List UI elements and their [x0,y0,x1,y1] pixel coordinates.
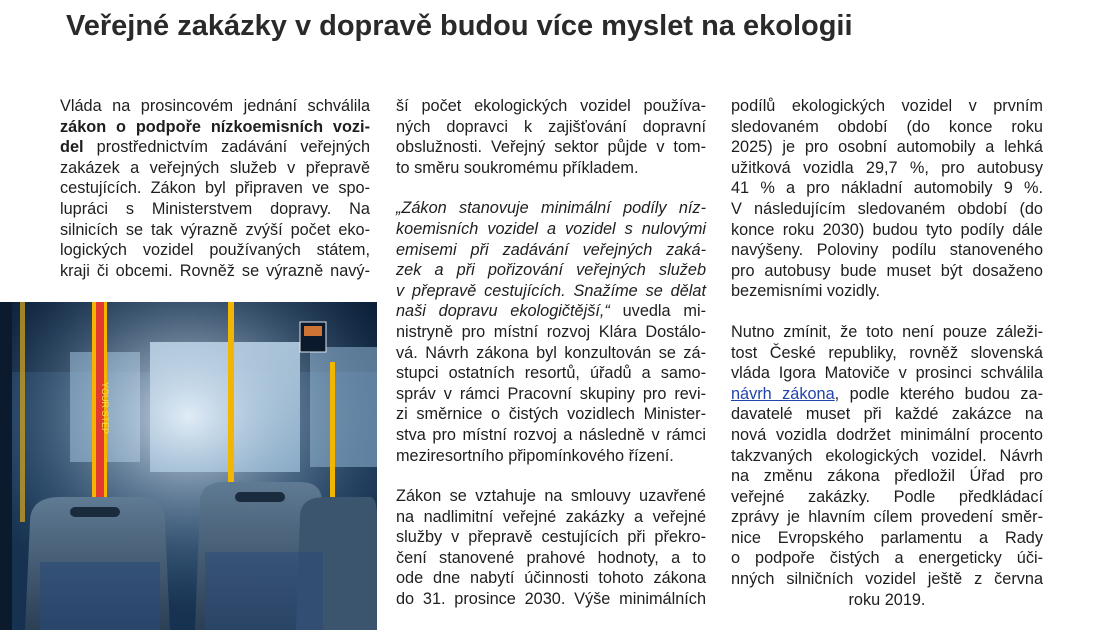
text-line [731,384,1043,405]
text-line: konce roku 2030) budou tyto podíly dále [731,220,1043,239]
text-line: správ v rámci Pracovní skupiny pro revi- [396,384,706,403]
text-line: logických vozidel používaných státem, [60,241,370,260]
text-line: Zákon se vztahuje na smlouvy uzavřené [396,487,706,506]
article-title: Veřejné zakázky v dopravě budou více myslet na ekologii [66,10,853,42]
article-column-1 [60,96,370,281]
text-line: ode dne nabytí účinnosti tohoto zákona [396,569,706,588]
paragraph [731,96,1043,302]
text-line: davatelé muset při každé zakázce na [731,405,1043,424]
text-line: roku 2019. [848,590,926,609]
quote-text: „Zákon stanovuje minimální podíly níz- [396,199,706,218]
text-line: vláda Igora Matoviče v prosinci schválila [731,364,1043,383]
pole-sign-text: YOUR STEP [100,382,110,435]
text-line: nných silničních vozidel ještě z června [731,570,1043,589]
article-column-2 [396,96,706,610]
law-proposal-link[interactable]: návrh zákona [731,384,835,403]
text-line: ší počet ekologických vozidel používa- [396,97,706,115]
text-line: tost České republiky, rovněž slovenská [731,343,1043,362]
text-line: takzvaných ekologických vozidel. Návrh [731,446,1043,465]
law-name-bold: del [60,138,84,157]
text-line [60,137,370,158]
text-line: veřejné zakázky. Podle předkládací [731,487,1043,506]
text-line [60,117,370,138]
article-column-3 [731,96,1043,610]
bus-interior-photo [0,302,377,630]
text-line: stupci ostatních resortů, úřadů a samo- [396,364,706,383]
text-line: užitková vozidla 29,7 %, pro autobusy [731,158,1043,177]
text-line: čení stanovené prahové hodnoty, a to [396,548,706,567]
text-line: Vláda na prosincovém jednání schválila [60,97,370,115]
law-name-bold: zákon o podpoře nízkoemisních vozi- [60,117,370,136]
text-line: zprávy je hlavním cílem provedení směr- [731,508,1043,527]
text-span: uvedla mi- [609,302,706,321]
text-line: meziresortního připomínkového řízení. [396,446,674,465]
text-line: o podpoře čistých a energeticky úči- [731,549,1043,568]
text-line [396,301,706,322]
quote-text: zek a při pořizování veřejných služeb [396,261,706,280]
text-line: zi směrnice o čistých vozidlech Minister- [396,405,706,424]
text-line [396,198,706,219]
quote-paragraph [396,198,706,466]
text-line: podílů ekologických vozidel v prvním [731,97,1043,115]
paragraph [731,322,1043,610]
text-line: bezemisními vozidly. [731,282,880,301]
text-line: na nadlimitní veřejné zakázky a veřejné [396,507,706,526]
text-line: do 31. prosince 2030. Výše minimálních [396,590,706,609]
text-line: na změnu zákona předložil Úřad pro [731,467,1043,486]
text-line: vá. Návrh zákona byl konzultován se zá- [396,343,706,362]
text-span: prostřednictvím zadávání veřejných [83,138,370,157]
paragraph [396,486,706,610]
text-line: nistryně pro místní rozvoj Klára Dostálo- [396,322,706,341]
text-line [396,260,706,281]
text-line: V následujícím sledovaném období (do [731,199,1043,218]
text-line [396,281,706,302]
text-line: 2025) je pro osobní automobily a lehká [731,138,1043,157]
text-line: stva pro místní rozvoj a následně v rámci [396,425,706,444]
text-line: zakázek a veřejných služeb v přepravě [60,158,370,177]
text-line: to směru soukromému příkladem. [396,158,639,177]
text-line: ných dopravci k zajišťování dopravní [396,117,706,136]
paragraph [396,96,706,178]
quote-text: naši dopravu ekologičtější,“ [396,302,610,321]
text-line [396,240,706,261]
text-line: kraji či obcemi. Rovněž se výrazně navý- [60,261,370,280]
quote-text: v přepravě cestujících. Snažíme se dělat [396,281,706,300]
text-span: , podle kterého budou za- [834,384,1043,403]
quote-text: koemisních vozidel a vozidel s nulovými [396,219,706,238]
text-line: obslužnosti. Veřejný sektor půjde v tom- [396,138,706,157]
text-line: služby v přepravě cestujících při překro- [396,528,706,547]
text-line [396,219,706,240]
text-line: Nutno zmínit, že toto není pouze záleži- [731,322,1043,341]
text-line: cestujících. Zákon byl připraven ve spo- [60,179,370,198]
quote-text: emisemi při zadávání veřejných zaká- [396,240,706,259]
text-line: sledovaném období (do konce roku [731,117,1043,136]
text-line: pro autobusy bude muset být dosaženo [731,261,1043,280]
text-line: nice Evropského parlamentu a Rady [731,528,1043,547]
text-line: lupráci s Ministerstvem dopravy. Na [60,199,370,218]
text-line: navýšeny. Poloviny podílu stanoveného [731,241,1043,260]
text-line: silnicích se tak výrazně zvýší počet eko- [60,220,370,239]
text-line: nová vozidla dodržet minimální procento [731,425,1043,444]
text-line: 41 % a pro nákladní automobily 9 %. [731,179,1043,198]
